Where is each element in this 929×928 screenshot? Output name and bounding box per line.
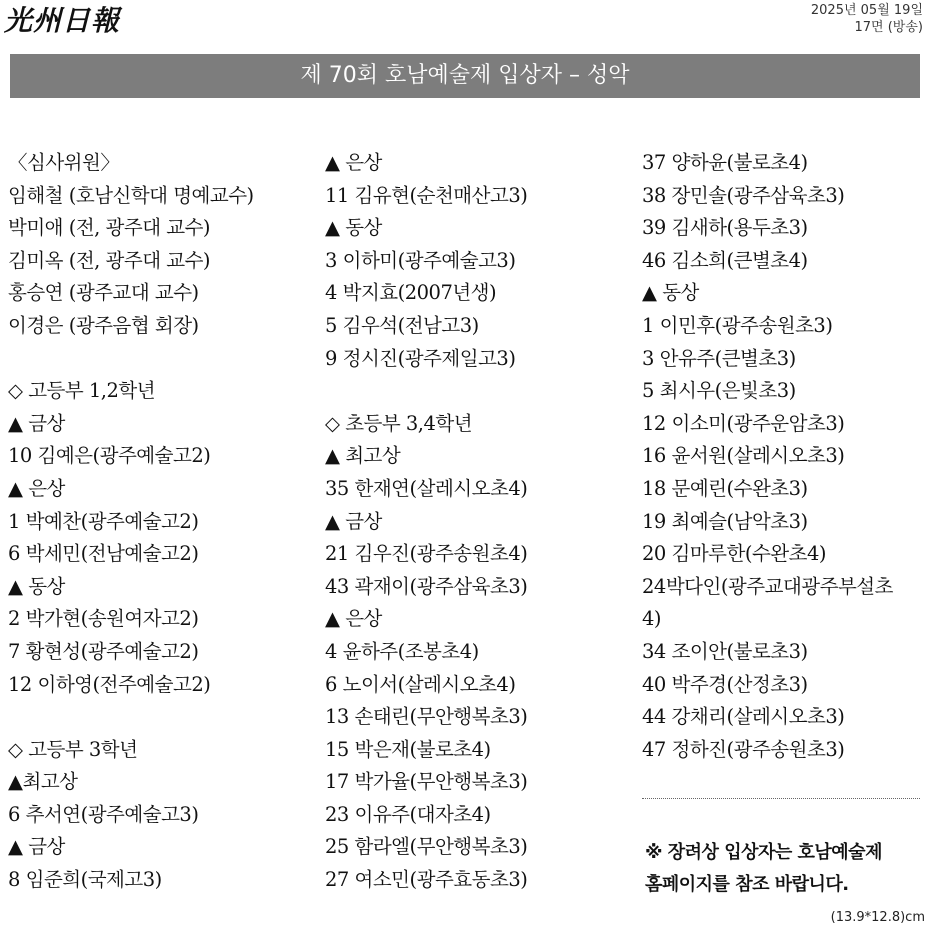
ad-size-label: (13.9*12.8)cm: [830, 910, 925, 925]
list-item: 16 윤서원(살레시오초3): [642, 444, 845, 468]
list-item: 46 김소희(큰별초4): [642, 248, 808, 272]
list-item: ▲ 금상: [8, 835, 65, 859]
list-item: 임해철 (호남신학대 명예교수): [8, 183, 254, 207]
list-item: ▲ 동상: [8, 574, 65, 598]
list-item: ▲ 은상: [8, 476, 65, 500]
list-item: ◇ 고등부 3학년: [8, 737, 138, 761]
list-item: 5 김우석(전남고3): [325, 313, 479, 337]
column-3: [642, 147, 924, 766]
list-item: ▲ 최고상: [325, 444, 401, 468]
list-item: 3 이하미(광주예술고3): [325, 248, 516, 272]
list-item: 40 박주경(산정초3): [642, 672, 808, 696]
newspaper-logo: 光州日報: [4, 4, 121, 37]
list-item: ▲ 은상: [325, 151, 382, 174]
issue-meta: [811, 2, 923, 36]
article-title: 제 70회 호남예술제 입상자 – 성악: [10, 54, 920, 98]
list-item: [325, 375, 630, 408]
list-item: 39 김새하(용두초3): [642, 216, 808, 240]
list-item: ▲ 금상: [325, 509, 382, 533]
list-item: 6 노이서(살레시오초4): [325, 672, 516, 696]
list-item: 24박다인(광주교대광주부설초: [642, 574, 893, 598]
list-item: 38 장민솔(광주삼육초3): [642, 183, 845, 207]
column-1: [8, 147, 313, 897]
list-item: [8, 343, 313, 376]
list-item: 17 박가율(무안행복초3): [325, 770, 528, 794]
list-item: 11 김유현(순천매산고3): [325, 183, 528, 207]
list-item: 홍승연 (광주교대 교수): [8, 281, 199, 305]
list-item: 27 여소민(광주효동초3): [325, 868, 528, 892]
list-item: 25 함라엘(무안행복초3): [325, 835, 528, 859]
list-item: 43 곽재이(광주삼육초3): [325, 574, 528, 598]
list-item: 34 조이안(불로초3): [642, 639, 808, 663]
list-item: ◇ 고등부 1,2학년: [8, 379, 156, 403]
list-item: 4): [642, 607, 662, 631]
list-item: 18 문예린(수완초3): [642, 476, 808, 500]
list-item: 1 이민후(광주송원초3): [642, 313, 833, 337]
list-item: 12 이하영(전주예술고2): [8, 672, 211, 696]
list-item: 37 양하윤(불로초4): [642, 151, 808, 174]
list-item: 20 김마루한(수완초4): [642, 542, 826, 566]
list-item: 김미옥 (전, 광주대 교수): [8, 248, 211, 272]
list-item: 〈심사위원〉: [8, 151, 120, 174]
list-item: 47 정하진(광주송원초3): [642, 737, 845, 761]
column-2: [325, 147, 630, 897]
list-item: 21 김우진(광주송원초4): [325, 542, 528, 566]
list-item: 5 최시우(은빛초3): [642, 379, 796, 403]
list-item: ▲ 금상: [8, 411, 65, 435]
list-item: [8, 701, 313, 734]
list-item: 8 임준희(국제고3): [8, 868, 162, 892]
list-item: 4 윤하주(조봉초4): [325, 639, 479, 663]
list-item: 7 황현성(광주예술고2): [8, 639, 199, 663]
notice: [645, 837, 925, 901]
list-item: 6 박세민(전남예술고2): [8, 542, 199, 566]
list-item: 35 한재연(살레시오초4): [325, 476, 528, 500]
list-item: 10 김예은(광주예술고2): [8, 444, 211, 468]
list-item: 3 안유주(큰별초3): [642, 346, 796, 370]
list-item: 박미애 (전, 광주대 교수): [8, 216, 211, 240]
list-item: ▲ 은상: [325, 607, 382, 631]
list-item: ▲최고상: [8, 770, 78, 794]
list-item: 4 박지효(2007년생): [325, 281, 497, 305]
list-item: 6 추서연(광주예술고3): [8, 802, 199, 826]
list-item: 12 이소미(광주운암초3): [642, 411, 845, 435]
list-item: 1 박예찬(광주예술고2): [8, 509, 199, 533]
list-item: 이경은 (광주음협 회장): [8, 313, 199, 337]
list-item: 19 최예슬(남악초3): [642, 509, 808, 533]
list-item: ▲ 동상: [642, 281, 699, 305]
list-item: 15 박은재(불로초4): [325, 737, 491, 761]
list-item: 13 손태린(무안행복초3): [325, 705, 528, 729]
list-item: 44 강채리(살레시오초3): [642, 705, 845, 729]
list-item: 23 이유주(대자초4): [325, 802, 491, 826]
list-item: 9 정시진(광주제일고3): [325, 346, 516, 370]
notice-line-2: 홈페이지를 참조 바랍니다.: [645, 874, 849, 895]
notice-line-1: ※ 장려상 입상자는 호남예술제: [645, 842, 882, 863]
note-divider: [642, 798, 920, 799]
issue-date: 2025년 05월 19일: [810, 3, 923, 18]
list-item: 2 박가현(송원여자고2): [8, 607, 199, 631]
list-item: ▲ 동상: [325, 216, 382, 240]
list-item: ◇ 초등부 3,4학년: [325, 411, 473, 435]
page-section: 17면 (방송): [854, 20, 923, 35]
